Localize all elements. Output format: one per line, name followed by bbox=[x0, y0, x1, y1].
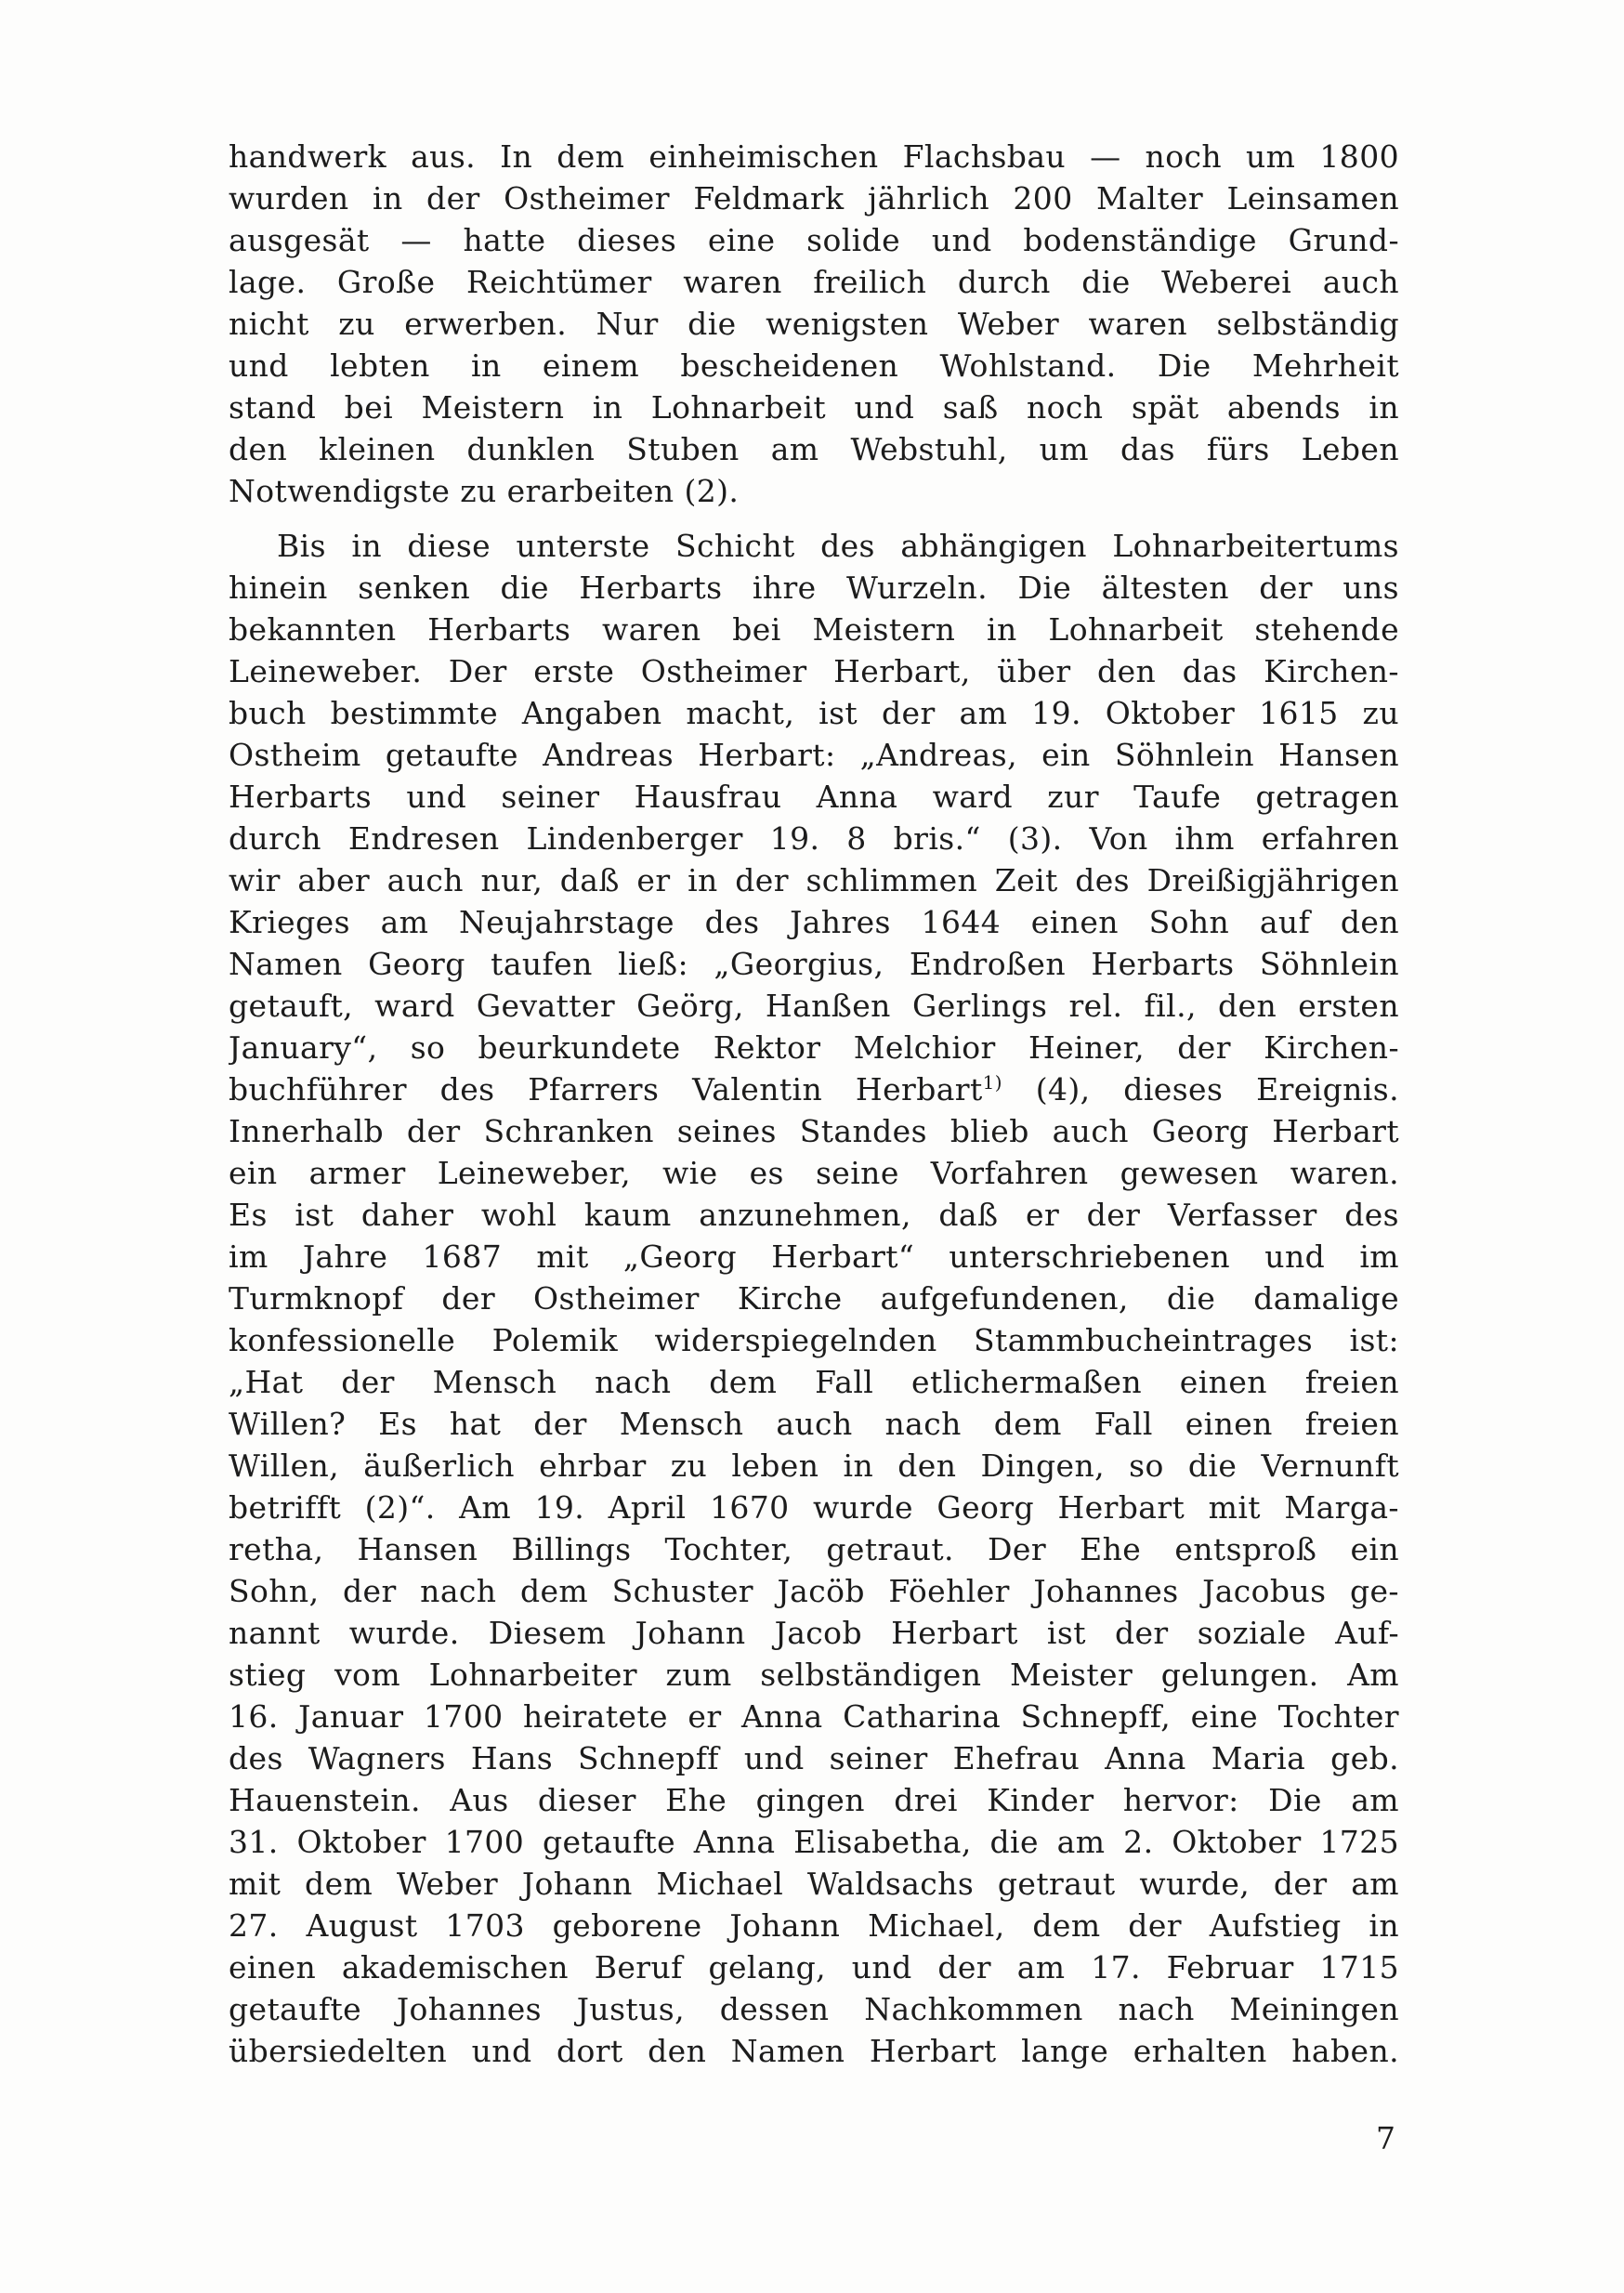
page-number: 7 bbox=[1376, 2120, 1395, 2156]
text-line: Herbarts und seiner Hausfrau Anna ward zur Taufe getragen bbox=[229, 779, 1399, 815]
text-line: handwerk aus. In dem einheimischen Flachsbau — noch um 1800 bbox=[229, 138, 1399, 175]
footnote-mark: 1) bbox=[982, 1071, 1002, 1094]
text-line: Hauenstein. Aus dieser Ehe gingen drei Kinder hervor: Die am bbox=[229, 1782, 1399, 1818]
text-line: Leineweber. Der erste Ostheimer Herbart, über den das Kirchen- bbox=[229, 653, 1399, 689]
text-line: January“, so beurkundete Rektor Melchior Heiner, der Kirchen- bbox=[229, 1029, 1399, 1066]
paragraph-2 bbox=[229, 525, 1399, 2072]
text-line: 27. August 1703 geborene Johann Michael, dem der Aufstieg in bbox=[229, 1907, 1399, 1944]
text-line: wir aber auch nur, daß er in der schlimmen Zeit des Dreißigjährigen bbox=[229, 862, 1399, 898]
text-line: einen akademischen Beruf gelang, und der am 17. Februar 1715 bbox=[229, 1949, 1399, 1985]
text-line: Turmknopf der Ostheimer Kirche aufgefundenen, die damalige bbox=[229, 1280, 1399, 1317]
text-line: stieg vom Lohnarbeiter zum selbständigen Meister gelungen. Am bbox=[229, 1657, 1399, 1693]
text-line: getauft, ward Gevatter Geörg, Hanßen Gerlings rel. fil., den ersten bbox=[229, 988, 1399, 1024]
text-line: nicht zu erwerben. Nur die wenigsten Weber waren selbständig bbox=[229, 306, 1399, 342]
text-line: Sohn, der nach dem Schuster Jacöb Föehler Johannes Jacobus ge- bbox=[229, 1573, 1399, 1609]
text-line: wurden in der Ostheimer Feldmark jährlich 200 Malter Leinsamen bbox=[229, 180, 1399, 216]
text-line: ein armer Leineweber, wie es seine Vorfahren gewesen waren. bbox=[229, 1155, 1399, 1191]
text-line: Es ist daher wohl kaum anzunehmen, daß er der Verfasser des bbox=[229, 1197, 1399, 1233]
text-line: buch bestimmte Angaben macht, ist der am 19. Oktober 1615 zu bbox=[229, 695, 1399, 731]
text-line: getaufte Johannes Justus, dessen Nachkommen nach Meiningen bbox=[229, 1991, 1399, 2027]
text-line: Innerhalb der Schranken seines Standes blieb auch Georg Herbart bbox=[229, 1113, 1399, 1149]
text-line: im Jahre 1687 mit „Georg Herbart“ unterschriebenen und im bbox=[229, 1238, 1399, 1275]
text-line: nannt wurde. Diesem Johann Jacob Herbart ist der soziale Auf- bbox=[229, 1615, 1399, 1651]
text-line: Willen? Es hat der Mensch auch nach dem Fall einen freien bbox=[229, 1406, 1399, 1442]
text-line: 16. Januar 1700 heiratete er Anna Catharina Schnepff, eine Tochter bbox=[229, 1698, 1399, 1735]
paragraph-gap bbox=[229, 512, 1399, 525]
paragraph-1 bbox=[229, 136, 1399, 512]
text-line: und lebten in einem bescheidenen Wohlstand. Die Mehrheit bbox=[229, 347, 1399, 384]
text-line: mit dem Weber Johann Michael Waldsachs getraut wurde, der am bbox=[229, 1866, 1399, 1902]
text-line: retha, Hansen Billings Tochter, getraut. Der Ehe entsproß ein bbox=[229, 1531, 1399, 1567]
text-line: den kleinen dunklen Stuben am Webstuhl, um das fürs Leben bbox=[229, 431, 1399, 467]
text-line: 31. Oktober 1700 getaufte Anna Elisabetha, die am 2. Oktober 1725 bbox=[229, 1824, 1399, 1860]
text-line: konfessionelle Polemik widerspiegelnden Stammbucheintrages ist: bbox=[229, 1322, 1399, 1358]
text-line: Ostheim getaufte Andreas Herbart: „Andreas, ein Söhnlein Hansen bbox=[229, 737, 1399, 773]
text-line: ausgesät — hatte dieses eine solide und bodenständige Grund- bbox=[229, 222, 1399, 258]
body-text bbox=[229, 136, 1399, 2072]
text-line: durch Endresen Lindenberger 19. 8 bris.“ (3). Von ihm erfahren bbox=[229, 820, 1399, 857]
text-line: Krieges am Neujahrstage des Jahres 1644 einen Sohn auf den bbox=[229, 904, 1399, 940]
text-line: des Wagners Hans Schnepff und seiner Ehefrau Anna Maria geb. bbox=[229, 1740, 1399, 1776]
text-line: Willen, äußerlich ehrbar zu leben in den Dingen, so die Vernunft bbox=[229, 1448, 1399, 1484]
text-line: Notwendigste zu erarbeiten (2). bbox=[229, 473, 740, 509]
text-line: übersiedelten und dort den Namen Herbart lange erhalten haben. bbox=[229, 2033, 1399, 2069]
text-line: Namen Georg taufen ließ: „Georgius, Endroßen Herbarts Söhnlein bbox=[229, 946, 1399, 982]
text-line-footnote bbox=[229, 1068, 1399, 1110]
text-line: lage. Große Reichtümer waren freilich durch die Weberei auch bbox=[229, 264, 1399, 300]
text-line: „Hat der Mensch nach dem Fall etlichermaßen einen freien bbox=[229, 1364, 1399, 1400]
text-line: betrifft (2)“. Am 19. April 1670 wurde Georg Herbart mit Marga- bbox=[229, 1489, 1399, 1526]
text-line: bekannten Herbarts waren bei Meistern in Lohnarbeit stehende bbox=[229, 611, 1399, 648]
footnote-line-text: buchführer des Pfarrers Valentin Herbart bbox=[229, 1071, 983, 1107]
text-line: hinein senken die Herbarts ihre Wurzeln. Die ältesten der uns bbox=[229, 570, 1399, 606]
footnote-line-text-end: (4), dieses Ereignis. bbox=[1002, 1071, 1399, 1107]
text-line: stand bei Meistern in Lohnarbeit und saß noch spät abends in bbox=[229, 389, 1399, 426]
text-line: Bis in diese unterste Schicht des abhängigen Lohnarbeitertums bbox=[277, 528, 1399, 564]
